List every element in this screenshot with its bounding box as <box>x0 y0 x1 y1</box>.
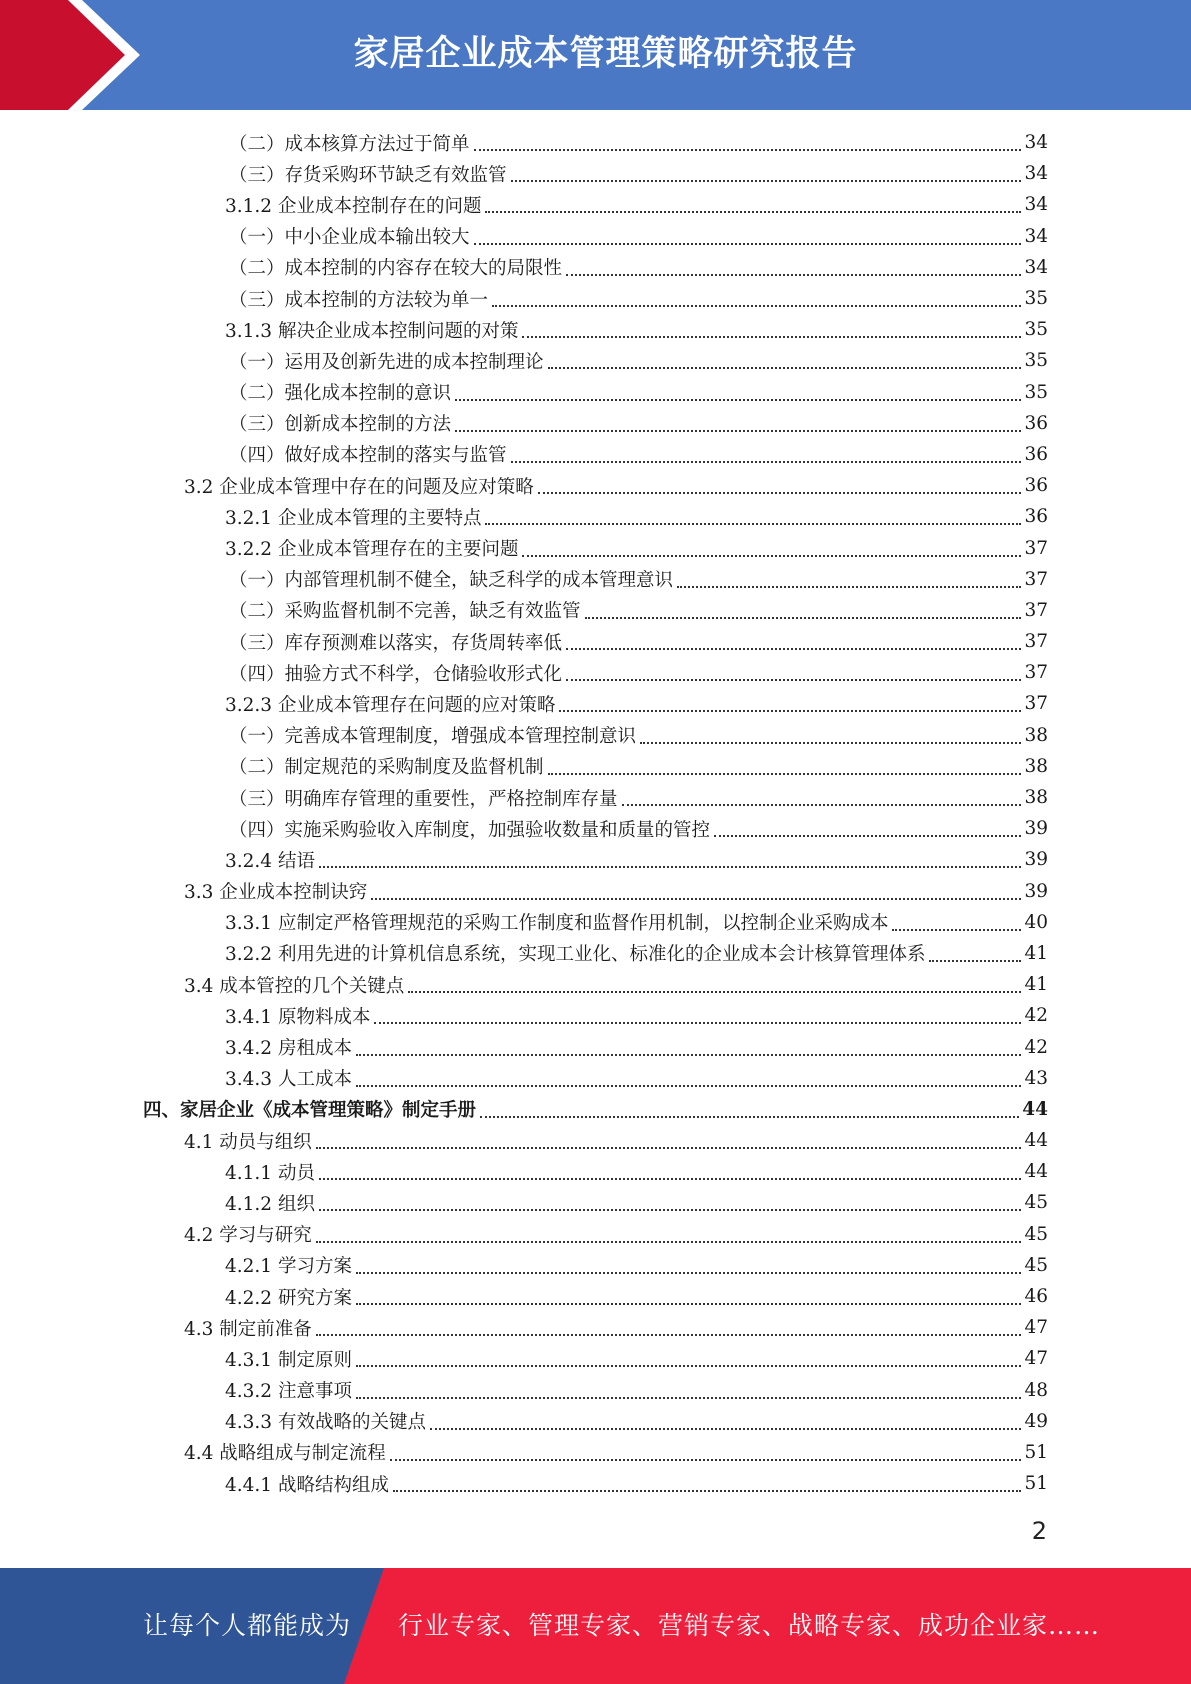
dot-leader <box>455 429 1021 432</box>
toc-entry-page: 37 <box>1024 631 1048 653</box>
toc-entry-page: 44 <box>1024 1161 1048 1183</box>
report-title: 家居企业成本管理策略研究报告 <box>353 34 858 74</box>
toc-entry-page: 38 <box>1024 787 1048 809</box>
dot-leader <box>356 1271 1022 1274</box>
toc-entry[interactable] <box>0 1437 1191 1468</box>
toc-entry[interactable] <box>0 1375 1191 1406</box>
dot-leader <box>511 460 1022 463</box>
dot-leader <box>538 491 1022 494</box>
toc-entry[interactable] <box>0 657 1191 688</box>
toc-entry[interactable] <box>0 532 1191 563</box>
toc-entry-title: 4.1 动员与组织 <box>184 1128 314 1154</box>
dot-leader <box>408 990 1021 993</box>
toc-entry[interactable] <box>0 1406 1191 1437</box>
dot-leader <box>455 398 1021 401</box>
toc-entry[interactable] <box>0 813 1191 844</box>
toc-entry-title: 4.1.1 动员 <box>225 1159 317 1185</box>
toc-entry-page: 37 <box>1024 568 1048 590</box>
toc-entry-title: （三）明确库存管理的重要性，严格控制库存量 <box>229 785 620 811</box>
dot-leader <box>316 1146 1022 1149</box>
toc-entry-title: （二）制定规范的采购制度及监督机制 <box>229 753 546 779</box>
toc-entry[interactable] <box>0 501 1191 532</box>
toc-entry-page: 35 <box>1024 381 1048 403</box>
footer-slogan-right: 行业专家、管理专家、营销专家、战略专家、成功企业家…… <box>398 1611 1101 1640</box>
toc-entry-page: 34 <box>1024 132 1048 154</box>
dot-leader <box>522 335 1021 338</box>
page-number: 2 <box>1031 1517 1047 1545</box>
dot-leader <box>559 709 1021 712</box>
toc-entry-page: 37 <box>1024 662 1048 684</box>
toc-entry-title: （一）运用及创新先进的成本控制理论 <box>229 348 546 374</box>
toc-entry-page: 51 <box>1024 1441 1048 1463</box>
toc-entry[interactable] <box>0 1312 1191 1343</box>
toc-entry-page: 39 <box>1024 818 1048 840</box>
toc-entry[interactable] <box>0 1125 1191 1156</box>
dot-leader <box>356 1084 1022 1087</box>
toc-entry-title: 3.4.1 原物料成本 <box>225 1003 372 1029</box>
toc-entry[interactable] <box>0 907 1191 938</box>
toc-entry-title: 3.4 成本管控的几个关键点 <box>184 972 406 998</box>
toc-entry-page: 45 <box>1024 1192 1048 1214</box>
dot-leader <box>892 928 1021 931</box>
dot-leader <box>356 1302 1022 1305</box>
toc-entry[interactable] <box>0 345 1191 376</box>
toc-entry[interactable] <box>0 127 1191 158</box>
toc-entry-title: 3.2.1 企业成本管理的主要特点 <box>225 504 483 530</box>
toc-entry-page: 36 <box>1024 412 1048 434</box>
page-header <box>0 0 1191 110</box>
toc-entry-title: 4.4.1 战略结构组成 <box>225 1471 391 1497</box>
toc-entry[interactable] <box>0 252 1191 283</box>
toc-entry-title: （一）中小企业成本输出较大 <box>229 223 472 249</box>
dot-leader <box>511 179 1022 182</box>
toc-entry-page: 35 <box>1024 288 1048 310</box>
toc-entry-title: （三）成本控制的方法较为单一 <box>229 286 490 312</box>
dot-leader <box>677 585 1021 588</box>
toc-entry-title: （四）抽验方式不科学，仓储验收形式化 <box>229 660 564 686</box>
toc-entry-page: 37 <box>1024 537 1048 559</box>
toc-entry-page: 38 <box>1024 724 1048 746</box>
toc-entry-page: 45 <box>1024 1223 1048 1245</box>
toc-entry-page: 37 <box>1024 693 1048 715</box>
dot-leader <box>474 242 1022 245</box>
toc-entry-title: 3.3.1 应制定严格管理规范的采购工作制度和监督作用机制，以控制企业采购成本 <box>225 909 890 935</box>
toc-entry-page: 34 <box>1024 163 1048 185</box>
toc-entry-title: （一）内部管理机制不健全，缺乏科学的成本管理意识 <box>229 566 675 592</box>
toc-entry[interactable] <box>0 221 1191 252</box>
toc-entry-page: 45 <box>1024 1254 1048 1276</box>
toc-entry-title: （四）实施采购验收入库制度，加强验收数量和质量的管控 <box>229 816 712 842</box>
toc-entry-title: 3.1.3 解决企业成本控制问题的对策 <box>225 317 520 343</box>
page-footer <box>0 1568 1191 1684</box>
dot-leader <box>356 1364 1022 1367</box>
toc-entry-title: 4.3.1 制定原则 <box>225 1346 354 1372</box>
toc-entry-page: 34 <box>1024 256 1048 278</box>
toc-entry-title: 3.4.3 人工成本 <box>225 1065 354 1091</box>
toc-entry-page: 34 <box>1024 225 1048 247</box>
toc-entry-page: 44 <box>1024 1130 1048 1152</box>
toc-entry[interactable] <box>0 564 1191 595</box>
dot-leader <box>548 772 1022 775</box>
dot-leader <box>566 678 1021 681</box>
dot-leader <box>430 1427 1021 1430</box>
toc-entry-page: 38 <box>1024 755 1048 777</box>
toc-entry[interactable] <box>0 938 1191 969</box>
toc-entry[interactable] <box>0 408 1191 439</box>
toc-entry-title: 3.2.4 结语 <box>225 847 317 873</box>
dot-leader <box>480 1115 1019 1118</box>
toc-entry-page: 41 <box>1024 942 1048 964</box>
toc-entry[interactable] <box>0 1031 1191 1062</box>
toc-entry[interactable] <box>0 470 1191 501</box>
toc-entry[interactable] <box>0 626 1191 657</box>
toc-entry-title: （三）库存预测难以落实，存货周转率低 <box>229 629 564 655</box>
toc-entry-page: 47 <box>1024 1317 1048 1339</box>
dot-leader <box>393 1489 1021 1492</box>
toc-entry[interactable] <box>0 1219 1191 1250</box>
toc-entry-title: （二）成本核算方法过于简单 <box>229 130 472 156</box>
dot-leader <box>485 210 1021 213</box>
dot-leader <box>492 304 1021 307</box>
dot-leader <box>548 366 1022 369</box>
toc-entry[interactable] <box>0 1343 1191 1374</box>
toc-entry[interactable] <box>0 1094 1191 1125</box>
toc-entry-page: 36 <box>1024 443 1048 465</box>
dot-leader <box>356 1396 1022 1399</box>
dot-leader <box>522 554 1021 557</box>
toc-entry-title: 3.3 企业成本控制诀窍 <box>184 878 369 904</box>
toc-entry[interactable] <box>0 283 1191 314</box>
toc-entry[interactable] <box>0 844 1191 875</box>
toc-entry-page: 49 <box>1024 1410 1048 1432</box>
dot-leader <box>474 148 1022 151</box>
toc-entry[interactable] <box>0 439 1191 470</box>
toc-entry[interactable] <box>0 876 1191 907</box>
toc-entry-title: 4.3 制定前准备 <box>184 1315 314 1341</box>
toc-entry-page: 42 <box>1024 1036 1048 1058</box>
toc-entry-title: （一）完善成本管理制度，增强成本管理控制意识 <box>229 722 638 748</box>
toc-entry[interactable] <box>0 314 1191 345</box>
toc-entry-page: 36 <box>1024 506 1048 528</box>
toc-entry-title: 4.2 学习与研究 <box>184 1221 314 1247</box>
toc-entry-title: 4.3.3 有效战略的关键点 <box>225 1408 428 1434</box>
dot-leader <box>356 1053 1022 1056</box>
toc-entry-title: （二）成本控制的内容存在较大的局限性 <box>229 254 564 280</box>
toc-entry[interactable] <box>0 969 1191 1000</box>
toc-entry[interactable] <box>0 688 1191 719</box>
toc-entry[interactable] <box>0 1281 1191 1312</box>
dot-leader <box>319 865 1022 868</box>
toc-entry-title: 3.2.2 利用先进的计算机信息系统，实现工业化、标准化的企业成本会计核算管理体系 <box>225 940 927 966</box>
dot-leader <box>316 1240 1022 1243</box>
toc-entry-title: 4.3.2 注意事项 <box>225 1377 354 1403</box>
toc-entry-title: 3.2.2 企业成本管理存在的主要问题 <box>225 535 520 561</box>
dot-leader <box>585 616 1022 619</box>
toc-entry-title: （四）做好成本控制的落实与监管 <box>229 441 509 467</box>
toc-entry-page: 46 <box>1024 1286 1048 1308</box>
toc-entry[interactable] <box>0 1063 1191 1094</box>
toc-entry-title: 四、家居企业《成本管理策略》制定手册 <box>143 1096 478 1122</box>
toc-entry-page: 39 <box>1024 880 1048 902</box>
toc-entry-page: 40 <box>1024 911 1048 933</box>
toc-entry-title: 4.2.2 研究方案 <box>225 1284 354 1310</box>
toc-entry-title: 3.2.3 企业成本管理存在问题的应对策略 <box>225 691 557 717</box>
toc-entry-page: 35 <box>1024 350 1048 372</box>
toc-entry-page: 39 <box>1024 849 1048 871</box>
toc-entry-page: 34 <box>1024 194 1048 216</box>
dot-leader <box>390 1458 1022 1461</box>
footer-slogan-left: 让每个人都能成为 <box>143 1611 352 1640</box>
toc-entry[interactable] <box>0 1250 1191 1281</box>
toc-entry-page: 44 <box>1022 1098 1048 1120</box>
table-of-contents <box>0 127 1191 1499</box>
toc-entry[interactable] <box>0 377 1191 408</box>
dot-leader <box>316 1333 1022 1336</box>
toc-entry-page: 41 <box>1024 974 1048 996</box>
dot-leader <box>319 1177 1022 1180</box>
toc-entry[interactable] <box>0 595 1191 626</box>
toc-entry[interactable] <box>0 720 1191 751</box>
toc-entry-page: 35 <box>1024 319 1048 341</box>
toc-entry-title: 3.2 企业成本管理中存在的问题及应对策略 <box>184 473 536 499</box>
toc-entry[interactable] <box>0 158 1191 189</box>
dot-leader <box>485 522 1021 525</box>
toc-entry-page: 47 <box>1024 1348 1048 1370</box>
toc-entry[interactable] <box>0 782 1191 813</box>
toc-entry-title: （二）采购监督机制不完善，缺乏有效监管 <box>229 597 583 623</box>
toc-entry-title: 3.4.2 房租成本 <box>225 1034 354 1060</box>
dot-leader <box>929 959 1021 962</box>
toc-entry-page: 51 <box>1024 1473 1048 1495</box>
dot-leader <box>566 273 1021 276</box>
toc-entry-title: （二）强化成本控制的意识 <box>229 379 453 405</box>
dot-leader <box>714 834 1021 837</box>
dot-leader <box>566 647 1021 650</box>
toc-entry-page: 37 <box>1024 599 1048 621</box>
dot-leader <box>319 1208 1022 1211</box>
toc-entry[interactable] <box>0 1000 1191 1031</box>
toc-entry[interactable] <box>0 751 1191 782</box>
dot-leader <box>374 1021 1021 1024</box>
toc-entry-title: （三）创新成本控制的方法 <box>229 410 453 436</box>
dot-leader <box>371 897 1021 900</box>
toc-entry-page: 43 <box>1024 1067 1048 1089</box>
toc-entry-title: 4.4 战略组成与制定流程 <box>184 1439 388 1465</box>
toc-entry-title: （三）存货采购环节缺乏有效监管 <box>229 161 509 187</box>
toc-entry-page: 36 <box>1024 475 1048 497</box>
toc-entry-title: 3.1.2 企业成本控制存在的问题 <box>225 192 483 218</box>
toc-entry-title: 4.1.2 组织 <box>225 1190 317 1216</box>
toc-entry-page: 42 <box>1024 1005 1048 1027</box>
dot-leader <box>640 741 1021 744</box>
dot-leader <box>622 803 1022 806</box>
toc-entry-page: 48 <box>1024 1379 1048 1401</box>
toc-entry[interactable] <box>0 189 1191 220</box>
toc-entry[interactable] <box>0 1187 1191 1218</box>
toc-entry[interactable] <box>0 1468 1191 1499</box>
toc-entry[interactable] <box>0 1156 1191 1187</box>
toc-entry-title: 4.2.1 学习方案 <box>225 1252 354 1278</box>
